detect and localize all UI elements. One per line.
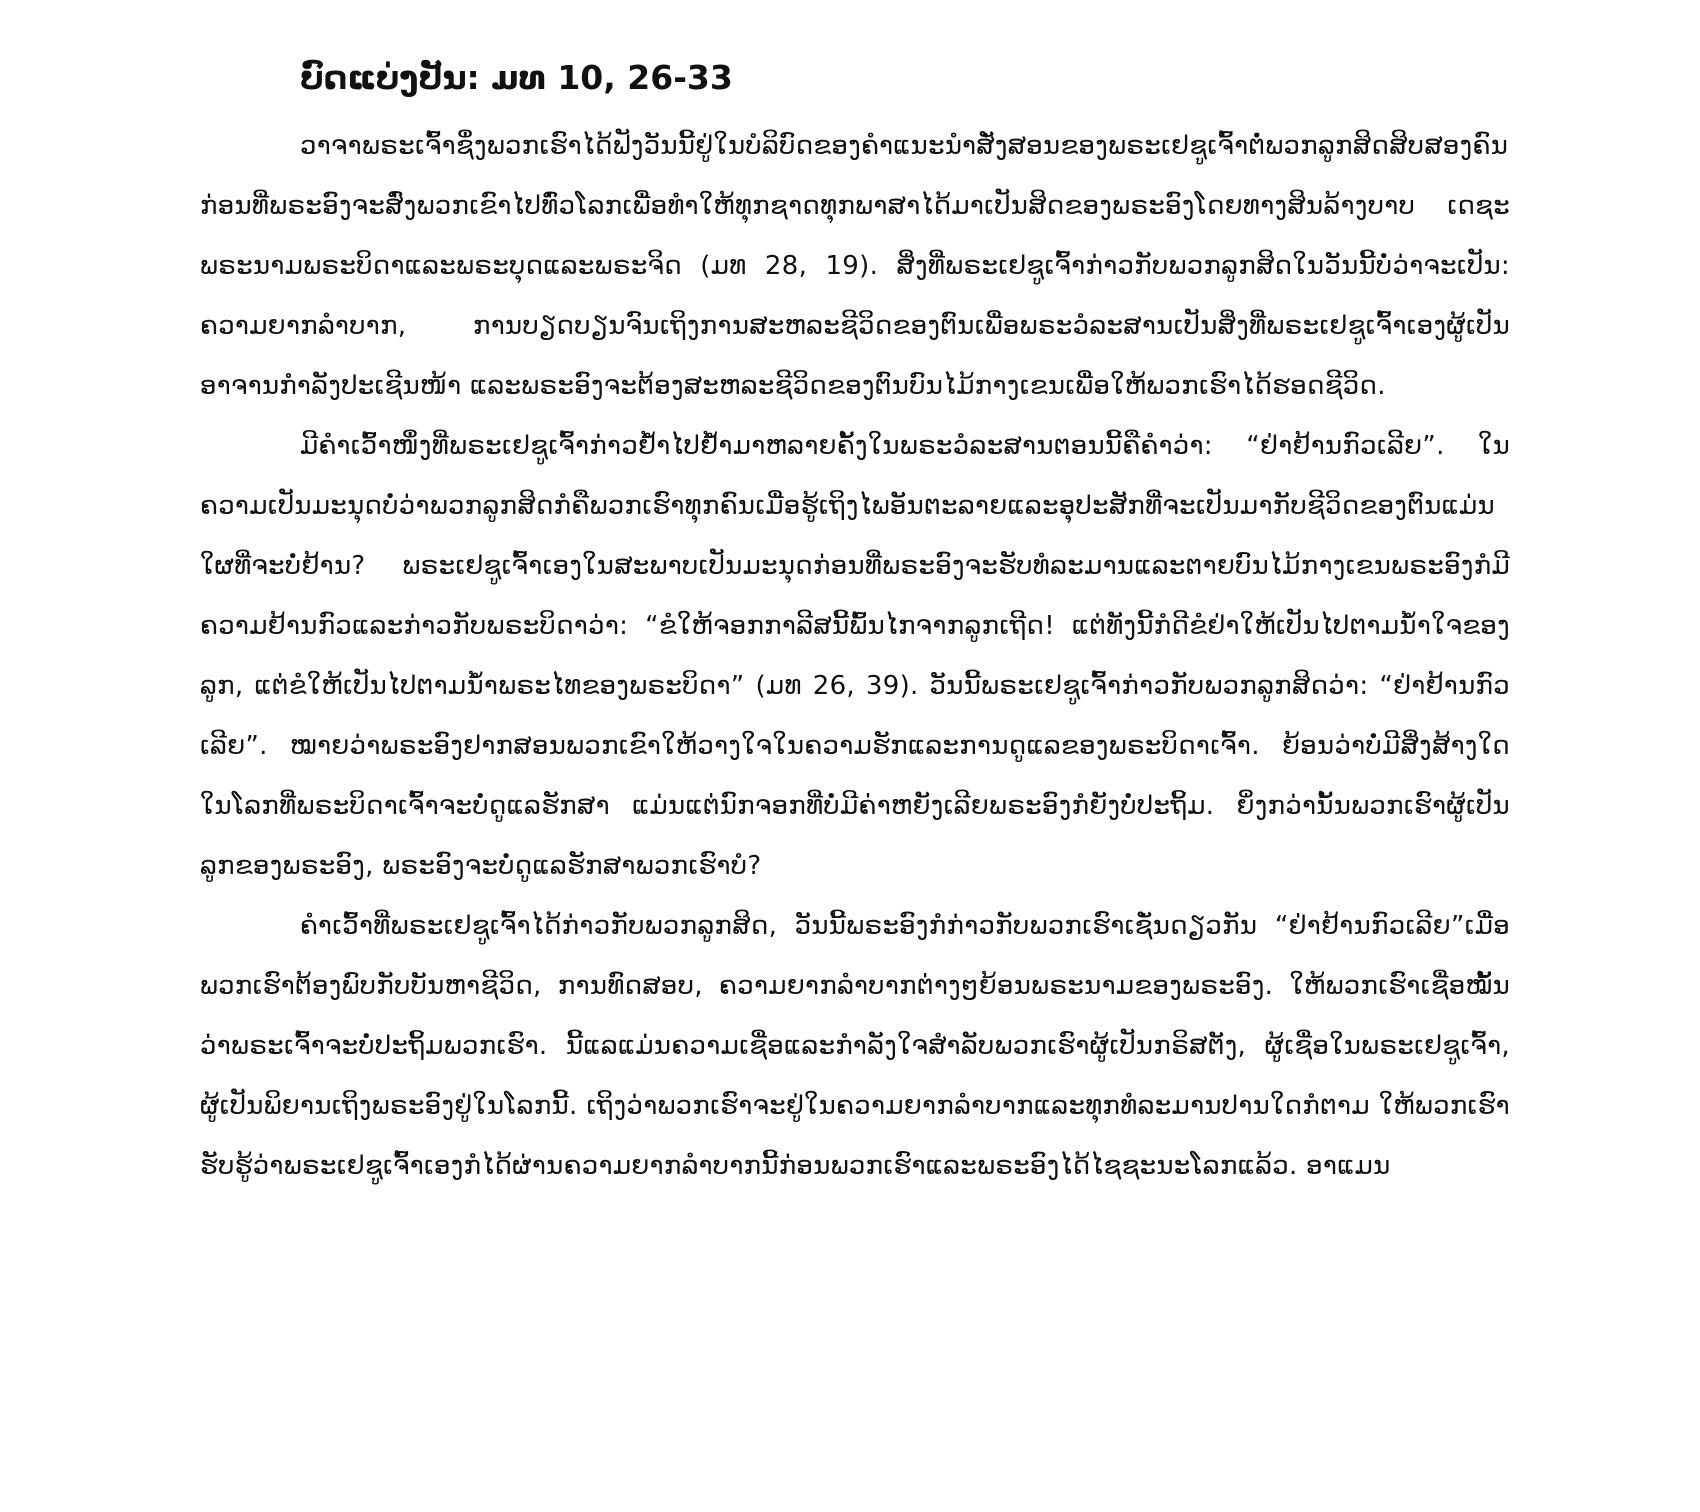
paragraph-1: ວາຈາພຣະເຈົ້າຊຶ່ງພວກເຮົາໄດ້ຟັງວັນນີ້ຢູ່ໃນບໍລິບົດຂອງຄຳແນະນຳສັ່ງສອນຂອງພຣະເຢຊູເຈົ້າຕໍ່ພວກລູກສິດສິບສອງຄົນ ກ່ອນທີ່ພຣະອົງຈະສົ່ງພວກເຂົາໄປທົ່ວໂລກເພື່ອທຳໃຫ້ທຸກຊາດທຸກພາສາໄດ້ມາເປັນສິດຂອງພຣະອົງໂດຍທາງສິນລ້າງບາບ ເດຊະພຣະນາມພຣະບິດາແລະພຣະບຸດແລະພຣະຈິດ (ມທ 28, 19). ສິ່ງທີ່ພຣະເຢຊູເຈົ້າກ່າວກັບພວກລູກສິດໃນວັນນີ້ບໍ່ວ່າຈະເປັນ: ຄວາມຍາກລຳບາກ, ການບຽດບຽນຈົນເຖິງການສະຫລະຊີວິດຂອງຕົນເພື່ອພຣະວໍລະສານເປັນສິ່ງທີ່ພຣະເຢຊູເຈົ້າເອງຜູ້ເປັນອາຈານກຳລັງປະເຊີນໜ້າ ແລະພຣະອົງຈະຕ້ອງສະຫລະຊີວິດຂອງຕົນບົນໄມ້ກາງເຂນເພື່ອໃຫ້ພວກເຮົາໄດ້ຮອດຊີວິດ. bbox=[200, 131, 1510, 401]
document-body bbox=[200, 116, 1510, 1196]
paragraph-3: ຄຳເວົ້າທີ່ພຣະເຢຊູເຈົ້າໄດ້ກ່າວກັບພວກລູກສິດ, ວັນນີ້ພຣະອົງກໍກ່າວກັບພວກເຮົາເຊັ່ນດຽວກັນ “ຢ່າຢ້ານກົວເລີຍ”ເມື່ອພວກເຮົາຕ້ອງພົບກັບບັນຫາຊີວິດ, ການທົດສອບ, ຄວາມຍາກລຳບາກຕ່າງໆຍ້ອນພຣະນາມຂອງພຣະອົງ. ໃຫ້ພວກເຮົາເຊື່ອໝັ້ນວ່າພຣະເຈົ້າຈະບໍ່ປະຖິ້ມພວກເຮົາ. ນີ້ແລແມ່ນຄວາມເຊື່ອແລະກຳລັງໃຈສຳລັບພວກເຮົາຜູ້ເປັນກຣິສຕັງ, ຜູ້ເຊື່ອໃນພຣະເຢຊູເຈົ້າ, ຜູ້ເປັນພິຍານເຖິງພຣະອົງຢູ່ໃນໂລກນີ້. ເຖິງວ່າພວກເຮົາຈະຢູ່ໃນຄວາມຍາກລຳບາກແລະທຸກທໍລະມານປານໃດກໍຕາມ ໃຫ້ພວກເຮົາຮັບຮູ້ວ່າພຣະເຢຊູເຈົ້າເອງກໍໄດ້ຜ່ານຄວາມຍາກລຳບາກນີ້ກ່ອນພວກເຮົາແລະພຣະອົງໄດ້ໄຊຊະນະໂລກແລ້ວ. ອາແມນ bbox=[200, 911, 1510, 1181]
page-title: ບົດແບ່ງປັນ: ມທ 10, 26-33 bbox=[300, 58, 733, 97]
paragraph-2: ມີຄຳເວົ້າໜຶ່ງທີ່ພຣະເຢຊູເຈົ້າກ່າວຢໍ້າໄປຢໍ້າມາຫລາຍຄັ້ງໃນພຣະວໍລະສານຕອນນີ້ຄືຄຳວ່າ: “ຢ່າຢ້ານກົວເລີຍ”. ໃນຄວາມເປັນມະນຸດບໍ່ວ່າພວກລູກສິດກໍຄືພວກເຮົາທຸກຄົນເມື່ອຮູ້ເຖິງໄພອັນຕະລາຍແລະອຸປະສັກທີ່ຈະເປັນມາກັບຊີວິດຂອງຕົນແມ່ນໃຜທີ່ຈະບໍ່ຢ້ານ? ພຣະເຢຊູເຈົ້າເອງໃນສະພາບເປັນມະນຸດກ່ອນທີ່ພຣະອົງຈະຮັບທໍລະມານແລະຕາຍບົນໄມ້ກາງເຂນພຣະອົງກໍມີຄວາມຢ້ານກົວແລະກ່າວກັບພຣະບິດາວ່າ: “ຂໍໃຫ້ຈອກກາລີສນີ້ພົ້ນໄກຈາກລູກເຖີດ! ແຕ່ທັງນີ້ກໍດີຂໍຢ່າໃຫ້ເປັນໄປຕາມນໍ້າໃຈຂອງລູກ, ແຕ່ຂໍໃຫ້ເປັນໄປຕາມນໍ້າພຣະໄທຂອງພຣະບິດາ” (ມທ 26, 39). ວັນນີ້ພຣະເຢຊູເຈົ້າກ່າວກັບພວກລູກສິດວ່າ: “ຢ່າຢ້ານກົວເລີຍ”. ໝາຍວ່າພຣະອົງຢາກສອນພວກເຂົາໃຫ້ວາງໃຈໃນຄວາມຮັກແລະການດູແລຂອງພຣະບິດາເຈົ້າ. ຍ້ອນວ່າບໍ່ມີສິ່ງສ້າງໃດໃນໂລກທີ່ພຣະບິດາເຈົ້າຈະບໍ່ດູແລຮັກສາ ແມ່ນແຕ່ນົກຈອກທີ່ບໍ່ມີຄ່າຫຍັງເລີຍພຣະອົງກໍຍັງບໍ່ປະຖິ້ມ. ຍິ່ງກວ່ານັ້ນພວກເຮົາຜູ້ເປັນລູກຂອງພຣະອົງ, ພຣະອົງຈະບໍ່ດູແລຮັກສາພວກເຮົາບໍ? bbox=[200, 431, 1510, 881]
